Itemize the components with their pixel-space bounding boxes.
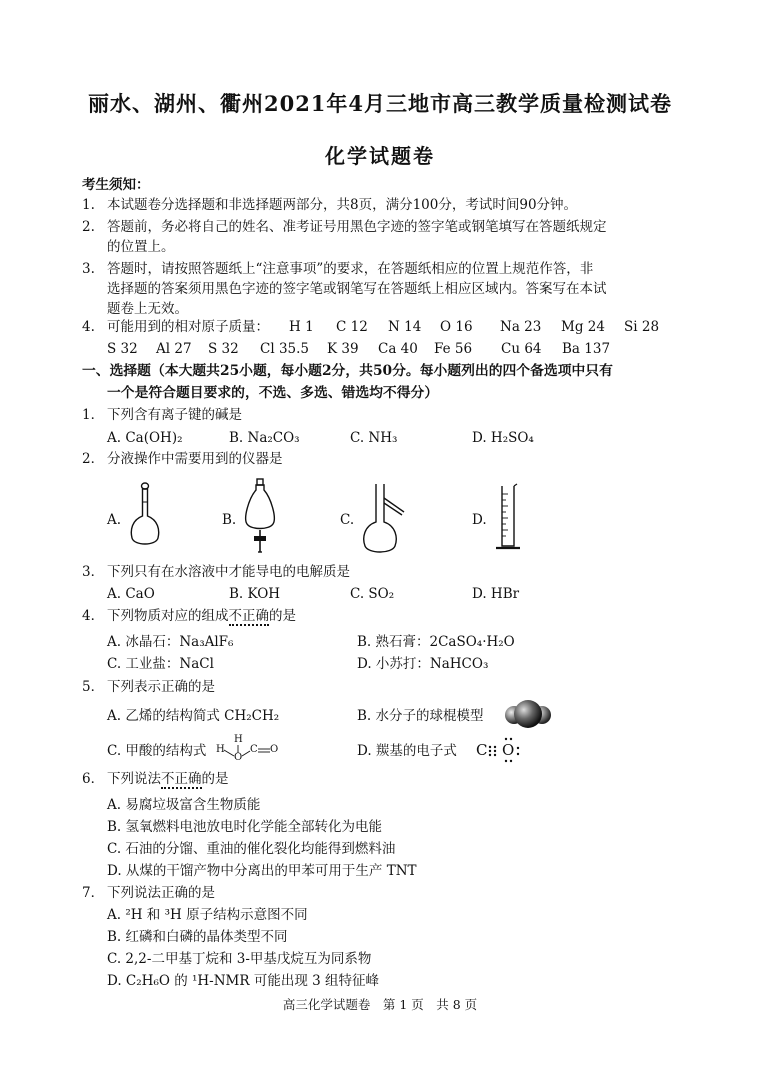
q4-stem-pre: 下列物质对应的组成	[107, 608, 229, 624]
q4-option-b: B. 熟石膏：2CaSO₄·H₂O	[357, 634, 515, 650]
q6-stem-pre: 下列说法	[107, 771, 161, 787]
q2-stem: 分液操作中需要用到的仪器是	[107, 451, 283, 467]
electron-formula-atom-c: C	[476, 741, 488, 759]
q4-stem	[107, 605, 296, 627]
formula-atom-o: O	[270, 744, 279, 755]
q7-number: 7．	[82, 885, 105, 901]
q4-number: 4．	[82, 608, 105, 624]
q6-stem	[107, 768, 229, 790]
q7-option-c: C. 2,2-二甲基丁烷和 3-甲基戊烷互为同系物	[107, 951, 372, 967]
q2-number: 2．	[82, 451, 105, 467]
q6-option-b: B. 氢氧燃料电池放电时化学能全部转化为电能	[107, 819, 383, 835]
volumetric-flask-icon	[130, 480, 170, 552]
formula-atom-o: O	[234, 752, 243, 763]
notice-text-3b: 选择题的答案须用黑色字迹的签字笔或钢笔写在答题纸上相应区域内。答案写在本试	[107, 281, 607, 297]
notice-text-2b: 的位置上。	[107, 239, 175, 255]
atom-mass: C 12	[336, 319, 368, 335]
atom-mass: Fe 56	[434, 341, 473, 357]
q3-option-c: C. SO₂	[350, 586, 395, 602]
q2-option-d: D.	[472, 512, 487, 528]
atom-mass: S 32	[107, 341, 138, 357]
atom-mass: Na 23	[500, 319, 542, 335]
electron-dots	[474, 736, 520, 764]
atom-mass: Cl 35.5	[260, 341, 309, 357]
atom-mass: Al 27	[156, 341, 192, 357]
notice-text-1: 本试题卷分选择题和非选择题两部分，共8页，满分100分，考试时间90分钟。	[107, 197, 578, 213]
q2-option-b: B.	[222, 512, 237, 528]
q1-number: 1．	[82, 407, 105, 423]
notice-text-3c: 题卷上无效。	[107, 301, 188, 317]
notice-heading: 考生须知：	[82, 177, 150, 193]
q3-option-b: B. KOH	[229, 586, 281, 602]
q3-option-a: A. CaO	[107, 586, 155, 602]
formula-atom-c: C	[250, 744, 258, 755]
formic-acid-structure	[216, 734, 282, 764]
notice-num-2: 2.	[82, 219, 95, 235]
q6-option-d: D. 从煤的干馏产物中分离出的甲苯可用于生产 TNT	[107, 863, 417, 879]
q5-option-b: B. 水分子的球棍模型	[357, 708, 484, 724]
q7-stem: 下列说法正确的是	[107, 885, 215, 901]
q2-option-a: A.	[107, 512, 122, 528]
formula-atom-h: H	[234, 734, 243, 745]
atom-mass: Ca 40	[378, 341, 418, 357]
separatory-funnel-icon	[243, 478, 283, 558]
q7-option-d: D. C₂H₆O 的 ¹H-NMR 可能出现 3 组特征峰	[107, 973, 380, 989]
section-heading-line1: 一、选择题（本大题共25小题，每小题2分，共50分。每小题列出的四个备选项中只有	[82, 363, 613, 379]
formula-atom-h: H	[216, 744, 225, 755]
notice-num-1: 1.	[82, 197, 95, 213]
q1-stem: 下列含有离子键的碱是	[107, 407, 242, 423]
q1-option-a: A. Ca(OH)₂	[107, 430, 183, 446]
atom-mass: Si 28	[624, 319, 660, 335]
q3-number: 3．	[82, 564, 105, 580]
q3-option-d: D. HBr	[472, 586, 520, 602]
carbonyl-electron-formula	[474, 736, 520, 764]
q4-option-c: C. 工业盐：NaCl	[107, 656, 214, 672]
atomic-masses-row-2	[0, 338, 760, 360]
q5-option-c: C. 甲酸的结构式	[107, 743, 207, 759]
q2-option-c: C.	[340, 512, 355, 528]
q1-option-b: B. Na₂CO₃	[229, 430, 300, 446]
page-footer: 高三化学试题卷 第 1 页 共 8 页	[282, 997, 478, 1012]
exam-title: 丽水、湖州、衢州2021年4月三地市高三教学质量检测试卷	[87, 91, 673, 116]
electron-formula-atom-o: O	[502, 741, 515, 759]
atom-mass: S 32	[208, 341, 239, 357]
q7-option-b: B. 红磷和白磷的晶体类型不同	[107, 929, 288, 945]
graduated-cylinder-icon	[494, 484, 524, 554]
atom-mass: O 16	[440, 319, 473, 335]
notice-text-2a: 答题前，务必将自己的姓名、准考证号用黑色字迹的签字笔或钢笔填写在答题纸规定	[107, 219, 607, 235]
atom-mass: Cu 64	[501, 341, 542, 357]
q3-stem: 下列只有在水溶液中才能导电的电解质是	[107, 564, 350, 580]
water-ball-model-icon	[504, 697, 552, 731]
distillation-flask-icon	[362, 482, 412, 560]
atom-mass: N 14	[388, 319, 422, 335]
paper-subtitle: 化学试题卷	[325, 144, 435, 168]
q6-stem-post: 的是	[201, 771, 229, 787]
notice-text-4: 可能用到的相对原子质量：	[107, 319, 269, 335]
q4-stem-post: 的是	[269, 608, 296, 624]
q4-option-a: A. 冰晶石：Na₃AlF₆	[107, 634, 234, 650]
q6-number: 6．	[82, 771, 105, 787]
q5-option-d: D. 羰基的电子式	[357, 743, 457, 759]
atom-mass: Ba 137	[562, 341, 611, 357]
notice-text-3a: 答题时，请按照答题纸上“注意事项”的要求，在答题纸相应的位置上规范作答，非	[107, 261, 594, 277]
q1-option-d: D. H₂SO₄	[472, 430, 534, 446]
q7-option-a: A. ²H 和 ³H 原子结构示意图不同	[107, 907, 308, 923]
notice-num-3: 3.	[82, 261, 95, 277]
q6-stem-emphasis: 不正确	[161, 771, 202, 787]
atom-mass: Mg 24	[561, 319, 605, 335]
q1-option-c: C. NH₃	[350, 430, 398, 446]
formula-bonds	[216, 734, 282, 764]
notice-num-4: 4.	[82, 319, 95, 335]
q6-option-a: A. 易腐垃圾富含生物质能	[107, 797, 261, 813]
q5-option-a: A. 乙烯的结构简式 CH₂CH₂	[107, 708, 280, 724]
q6-option-c: C. 石油的分馏、重油的催化裂化均能得到燃料油	[107, 841, 396, 857]
atom-mass: H 1	[289, 319, 314, 335]
q4-stem-emphasis: 不正确	[228, 608, 269, 624]
q5-number: 5．	[82, 679, 105, 695]
q5-stem: 下列表示正确的是	[107, 679, 215, 695]
atomic-masses-row-1	[0, 316, 760, 338]
section-heading-line2: 一个是符合题目要求的，不选、多选、错选均不得分）	[107, 385, 439, 401]
atom-mass: K 39	[327, 341, 359, 357]
q4-option-d: D. 小苏打：NaHCO₃	[357, 656, 489, 672]
